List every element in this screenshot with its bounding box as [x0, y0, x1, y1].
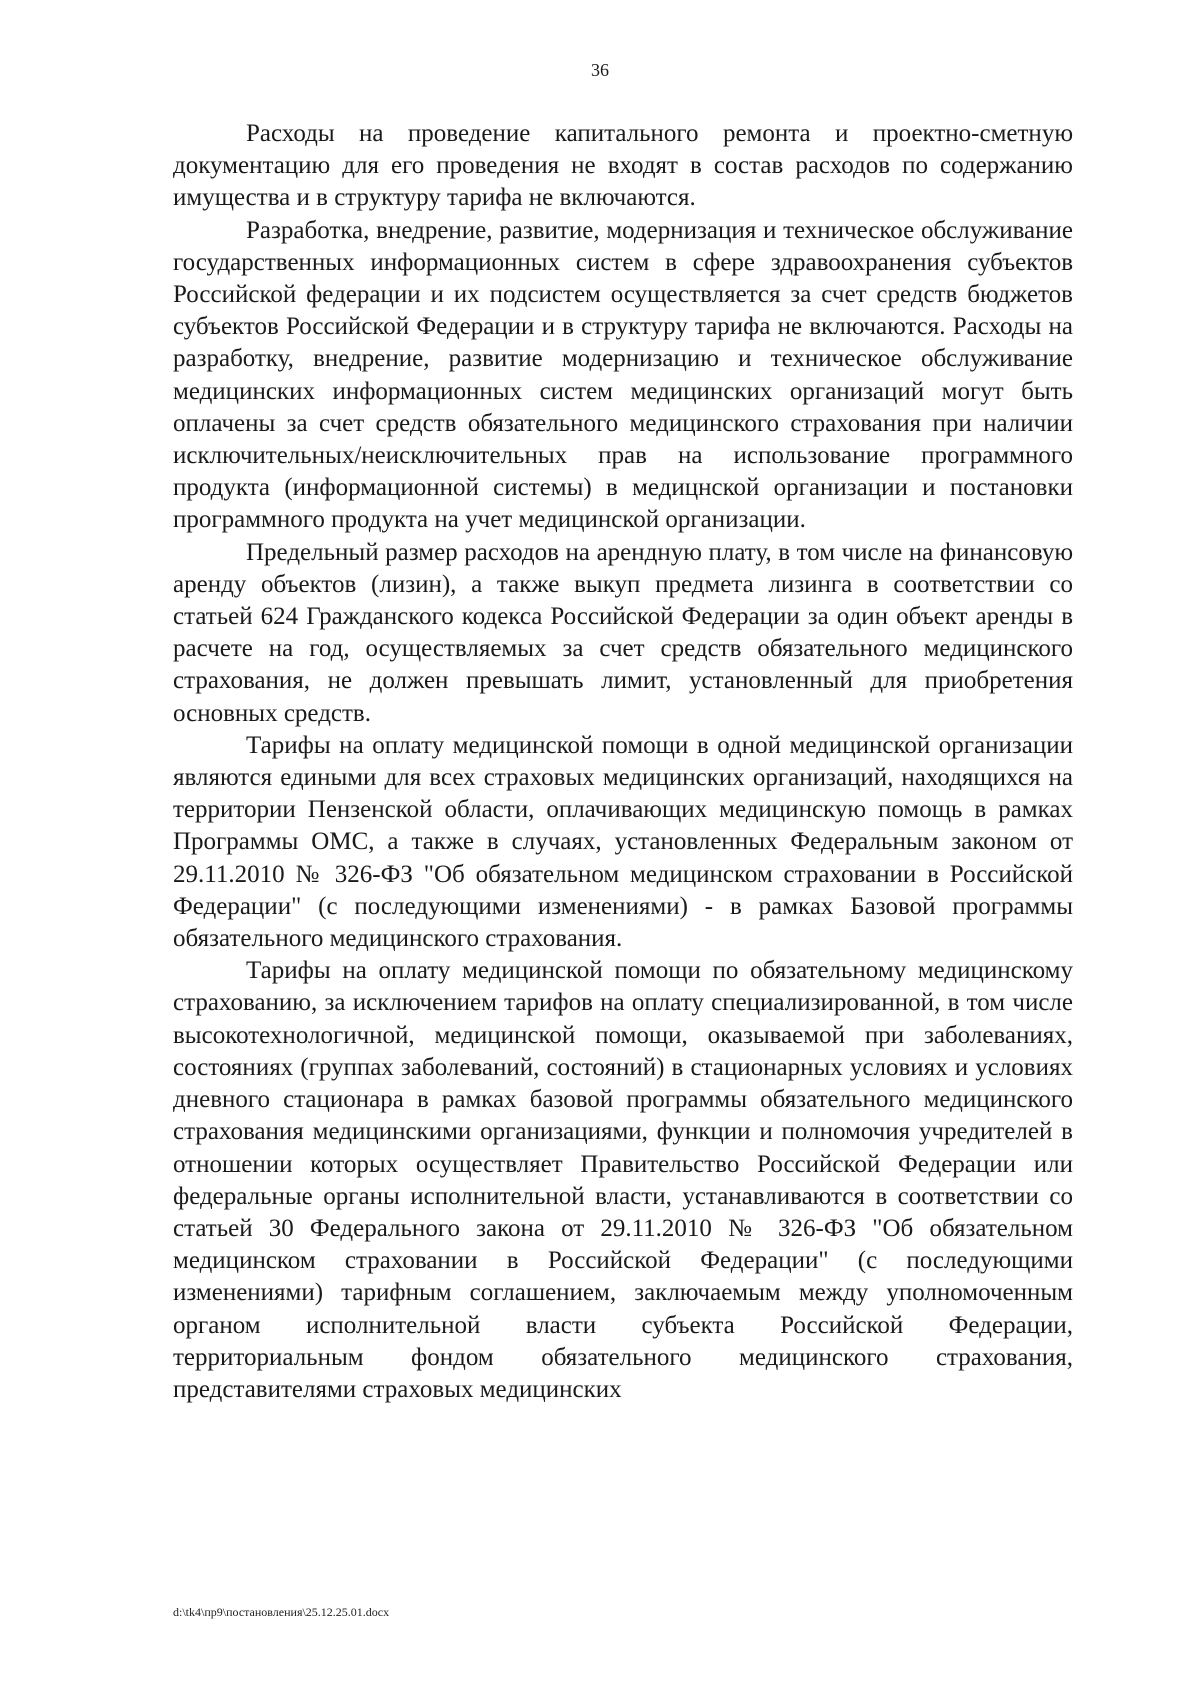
footer-file-path: d:\tk4\пр9\постановления\25.12.25.01.docx — [173, 1605, 390, 1619]
document-body — [173, 118, 1073, 1406]
paragraph-information-systems: Разработка, внедрение, развитие, модернизация и техническое обслуживание государственных информационных систем в сфере здравоохранения субъектов Российской федерации и их подсистем осуществляется за счет средств бюджетов субъектов Российской Федерации и в структуру тарифа не включаются. Расходы на разработку, внедрение, развитие модернизацию и техническое обслуживание медицинских информационных систем медицинских организаций могут быть оплачены за счет средств обязательного медицинского страхования при наличии исключительных/неисключительных прав на использование программного продукта (информационной системы) в медицнской организации и постановки программного продукта на учет медицинской организации. — [173, 216, 1073, 534]
paragraph-lease-limit: Предельный размер расходов на арендную плату, в том числе на финансовую аренду объектов (лизин), а также выкуп предмета лизинга в соответствии со статьей 624 Гражданского кодекса Российской Федерации за один объект аренды в расчете на год, осуществляемых за счет средств обязательного медицинского страхования, не должен превышать лимит, установленный для приобретения основных средств. — [173, 538, 1073, 727]
paragraph-capital-repair: Расходы на проведение капитального ремонта и проектно-сметную документацию для его проведения не входят в состав расходов по содержанию имущества и в структуру тарифа не включаются. — [173, 120, 1073, 212]
paragraph-uniform-tariffs: Тарифы на оплату медицинской помощи в одной медицинской организации являются едиными для всех страховых медицинских организаций, находящихся на территории Пензенской области, оплачивающих медицинскую помощь в рамках Программы ОМС, а также в случаях, установленных Федеральным законом от 29.11.2010 № 326-ФЗ "Об обязательном медицинском страховании в Российской Федерации" (с последующими изменениями) - в рамках Базовой программы обязательного медицинского страхования. — [173, 731, 1073, 953]
page-number: 36 — [591, 60, 609, 80]
paragraph-tariff-agreement: Тарифы на оплату медицинской помощи по обязательному медицинскому страхованию, за исключением тарифов на оплату специализированной, в том числе высокотехнологичной, медицинской помощи, оказываемой при заболеваниях, состояниях (группах заболеваний, состояний) в стационарных условиях и условиях дневного стационара в рамках базовой программы обязательного медицинского страхования медицинскими организациями, функции и полномочия учредителей в отношении которых осуществляет Правительство Российской Федерации или федеральные органы исполнительной власти, устанавливаются в соответствии со статьей 30 Федерального закона от 29.11.2010 № 326-ФЗ "Об обязательном медицинском страховании в Российской Федерации" (с последующими изменениями) тарифным соглашением, заключаемым между уполномоченным органом исполнительной власти субъекта Российской Федерации, территориальным фондом обязательного медицинского страхования, представителями страховых медицинских — [173, 957, 1073, 1403]
